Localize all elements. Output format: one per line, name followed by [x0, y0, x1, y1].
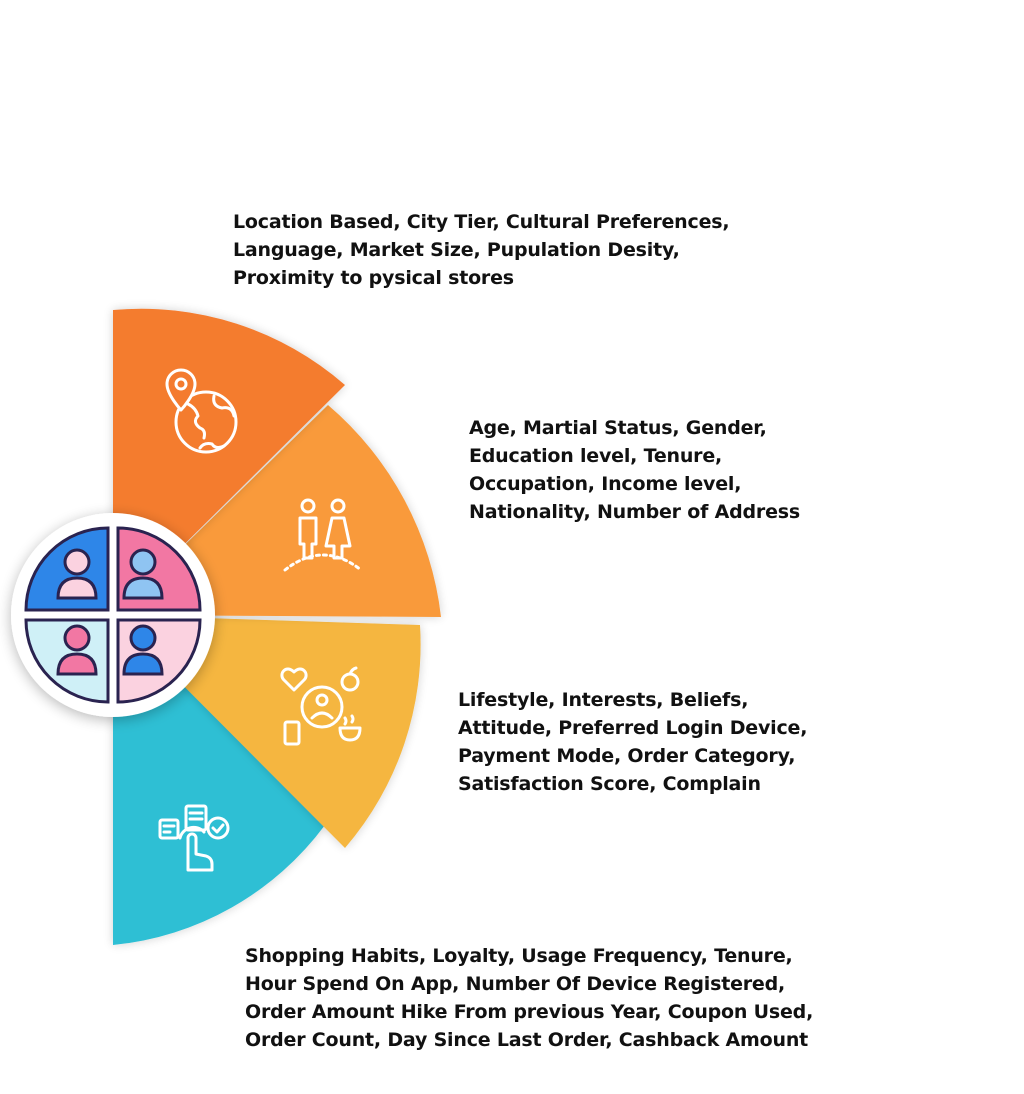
demographic-line-1: Age, Martial Status, Gender, [469, 417, 767, 439]
demographic-line-4: Nationality, Number of Address [469, 501, 800, 523]
psychographic-line-4: Satisfaction Score, Complain [458, 773, 761, 795]
geographic-description [233, 208, 729, 292]
center-circle [11, 513, 215, 717]
demographic-line-2: Education level, Tenure, [469, 445, 723, 467]
psychographic-line-1: Lifestyle, Interests, Beliefs, [458, 689, 749, 711]
behavioral-line-1: Shopping Habits, Loyalty, Usage Frequency, Tenure, [245, 945, 793, 967]
geographic-line-2: Language, Market Size, Pupulation Desity, [233, 239, 680, 261]
behavioral-description [245, 942, 813, 1054]
psychographic-line-3: Payment Mode, Order Category, [458, 745, 796, 767]
behavioral-line-4: Order Count, Day Since Last Order, Cashback Amount [245, 1029, 809, 1051]
geographic-line-3: Proximity to pysical stores [233, 267, 514, 289]
demographic-line-3: Occupation, Income level, [469, 473, 742, 495]
demographic-description [469, 414, 800, 526]
geographic-line-1: Location Based, City Tier, Cultural Preferences, [233, 211, 730, 233]
psychographic-description [458, 686, 807, 798]
behavioral-line-3: Order Amount Hike From previous Year, Coupon Used, [245, 1001, 814, 1023]
psychographic-line-2: Attitude, Preferred Login Device, [458, 717, 808, 739]
behavioral-line-2: Hour Spend On App, Number Of Device Registered, [245, 973, 786, 995]
